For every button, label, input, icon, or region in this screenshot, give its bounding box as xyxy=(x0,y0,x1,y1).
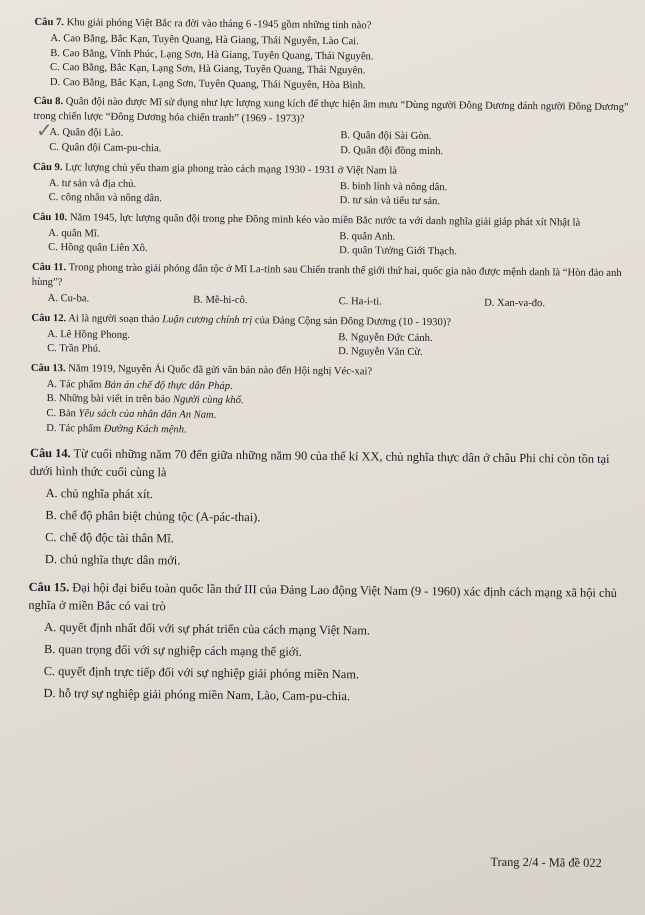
option-d: D. Nguyễn Văn Cừ. xyxy=(338,346,423,359)
option-b: B. Những bài viết in trên báo Người cùng khổ. xyxy=(46,393,244,407)
option-a: A. chủ nghĩa phát xít. xyxy=(45,486,154,502)
option-b: B. Mê-hi-cô. xyxy=(193,294,248,307)
option-c: C. chế độ độc tài thân Mĩ. xyxy=(45,530,174,546)
option-d: D. tư sản và tiểu tư sản. xyxy=(339,195,441,208)
question-9 xyxy=(33,159,631,211)
option-c: C. Ha-i-ti. xyxy=(338,296,382,308)
option-d: D. Cao Bằng, Bắc Kạn, Lạng Sơn, Tuyên Quang, Thái Nguyên, Hòa Bình. xyxy=(49,76,366,92)
question-number: Câu 10. xyxy=(32,211,68,223)
option-b: B. chế độ phân biệt chủng tộc (A-pác-thai). xyxy=(45,508,261,525)
option-c: C. Cao Bằng, Bắc Kạn, Lạng Sơn, Hà Giang, Tuyên Quang, Thái Nguyên. xyxy=(50,62,366,77)
option-c: C. Quân đội Cam-pu-chia. xyxy=(49,142,162,155)
option-c: C. Trần Phú. xyxy=(47,343,101,355)
option-d: D. quân Tưởng Giới Thạch. xyxy=(339,245,458,258)
option-a: A. Quân đội Lào. xyxy=(49,127,124,140)
exam-page xyxy=(25,15,632,901)
question-15 xyxy=(27,579,626,710)
question-text: Đại hội đại biểu toàn quốc lần thứ III của Đảng Lao động Việt Nam (9 - 1960) xác định cách mạng xã hội chủ nghĩa ở miền Bắc có vai trò xyxy=(28,580,617,613)
question-text: Lực lượng chủ yếu tham gia phong trào cách mạng 1930 - 1931 ở Việt Nam là xyxy=(62,161,398,177)
option-a: A. Cao Bằng, Bắc Kạn, Tuyên Quang, Hà Giang, Thái Nguyên, Lào Cai. xyxy=(50,33,359,48)
question-text: Quân đội nào được Mĩ sử dụng như lực lượng xung kích để thực hiện âm mưu “Dùng người Đông Dương đánh người Đông Dương” trong chiến lược “Đông Dương hóa chiến tranh” (1969 - 1973)? xyxy=(33,96,629,126)
option-c: C. công nhân và nông dân. xyxy=(48,192,163,205)
option-b: B. binh lính và nông dân. xyxy=(339,180,448,193)
question-text: Trong phong trào giải phóng dân tộc ở Mĩ La-tinh sau Chiến tranh thế giới thứ hai, quốc gia nào được mệnh danh là “Hòn đảo anh hùng”? xyxy=(31,262,622,289)
question-10 xyxy=(32,210,630,262)
question-8 xyxy=(33,94,632,161)
option-a: A. quân Mĩ. xyxy=(48,227,100,240)
option-d: D. chủ nghĩa thực dân mới. xyxy=(44,552,181,568)
page-footer: Trang 2/4 - Mã đề 022 xyxy=(490,854,602,870)
question-12 xyxy=(31,310,629,362)
question-text: Từ cuối những năm 70 đến giữa những năm 90 của thế kỉ XX, chủ nghĩa thực dân ở châu Phi chỉ còn tồn tại dưới hình thức cuối cùng là xyxy=(29,446,610,479)
option-b: B. Quân đội Sài Gòn. xyxy=(340,130,432,143)
option-d: D. Quân đội đồng minh. xyxy=(340,145,444,158)
question-number: Câu 7. xyxy=(34,16,65,29)
option-a: A. Lê Hồng Phong. xyxy=(47,328,131,341)
question-text-italic: Luận cương chính trị xyxy=(162,313,253,326)
option-d: D. hỗ trợ sự nghiệp giải phóng miền Nam, Lào, Cam-pu-chia. xyxy=(43,686,351,704)
option-b: B. Nguyễn Đức Cảnh. xyxy=(338,331,433,344)
option-d: D. Tác phẩm Đường Kách mệnh. xyxy=(46,422,187,436)
option-b: B. Cao Bằng, Vĩnh Phúc, Lạng Sơn, Hà Giang, Tuyên Quang, Thái Nguyên. xyxy=(50,47,374,63)
question-number: Câu 15. xyxy=(28,579,70,595)
question-text: Ai là người soạn thảo xyxy=(66,312,163,325)
question-text: Khu giải phóng Việt Bắc ra đời vào tháng 6 -1945 gồm những tỉnh nào? xyxy=(63,17,372,32)
option-a: A. Cu-ba. xyxy=(47,292,90,305)
option-c: C. Hồng quân Liên Xô. xyxy=(48,242,148,255)
pen-check-mark: ✓ xyxy=(36,120,53,142)
question-number: Câu 9. xyxy=(32,161,63,173)
option-d: D. Xan-va-đo. xyxy=(484,297,546,310)
question-11 xyxy=(32,260,630,313)
question-text-end: của Đảng Cộng sản Đông Dương (10 - 1930)? xyxy=(252,314,452,328)
question-number: Câu 14. xyxy=(29,445,71,461)
question-number: Câu 12. xyxy=(31,312,67,324)
question-7 xyxy=(34,15,633,97)
question-text: Năm 1919, Nguyễn Ái Quốc đã gửi văn bản nào đến Hội nghị Véc-xai? xyxy=(65,362,373,378)
option-a: A. tư sản và địa chủ. xyxy=(48,177,137,190)
option-a: A. quyết định nhất đối với sự phát triển của cách mạng Việt Nam. xyxy=(44,620,371,638)
question-13 xyxy=(30,361,629,443)
question-number: Câu 11. xyxy=(31,261,67,274)
question-number: Câu 13. xyxy=(30,362,66,374)
question-14 xyxy=(29,445,628,576)
option-b: B. quân Anh. xyxy=(339,230,396,243)
option-a: A. Tác phẩm Bản án chế độ thực dân Pháp. xyxy=(46,378,233,392)
option-b: B. quan trọng đối với sự nghiệp cách mạng thế giới. xyxy=(43,642,302,659)
question-number: Câu 8. xyxy=(33,96,64,108)
option-c: C. Bản Yêu sách của nhân dân An Nam. xyxy=(46,407,217,421)
question-text: Năm 1945, lực lượng quân đội trong phe Đồng minh kéo vào miền Bắc nước ta với danh nghĩa giải giáp phát xít Nhật là xyxy=(67,211,581,229)
option-c: C. quyết định trực tiếp đối với sự nghiệp giải phóng miền Nam. xyxy=(43,664,360,682)
